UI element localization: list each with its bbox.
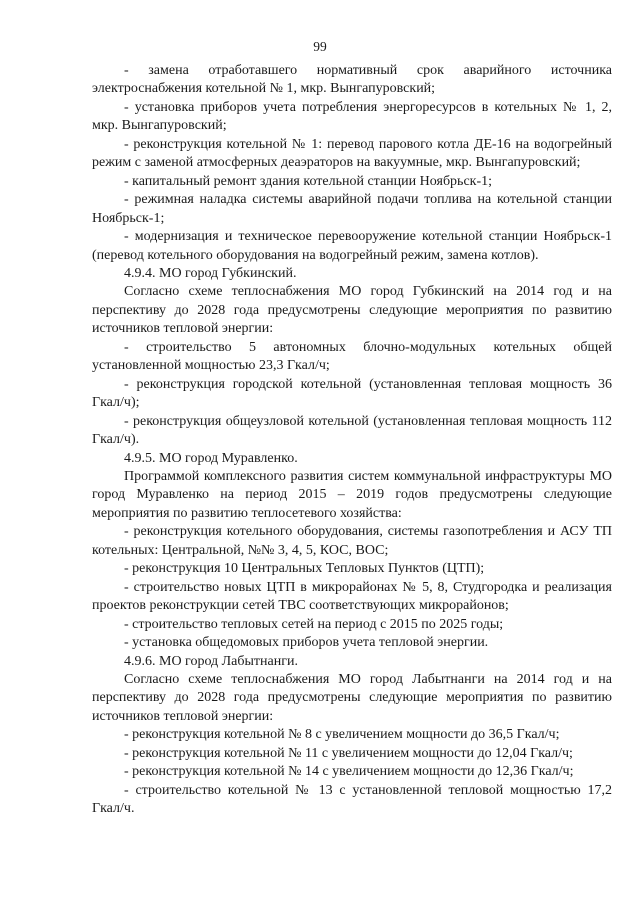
section-heading: 4.9.5. МО город Муравленко.: [124, 450, 298, 466]
list-item: - замена отработавшего нормативный срок аварийного источника электроснабжения котельной № 1, мкр. Вынгапуровский;: [92, 63, 612, 97]
section-heading: 4.9.6. МО город Лабытнанги.: [124, 653, 298, 669]
list-item: - реконструкция котельного оборудования, системы газопотребления и АСУ ТП котельных: Центральной, №№ 3, 4, 5, КОС, ВОС;: [92, 524, 612, 558]
list-item: - реконструкция общеузловой котельной (установленная тепловая мощность 112 Гкал/ч).: [92, 413, 612, 448]
list-item: - модернизация и техническое перевооружение котельной станции Ноябрьск-1 (перевод котельного оборудования на водогрейный режим, замена котлов).: [92, 229, 612, 263]
paragraph: Программой комплексного развития систем коммунальной инфраструктуры МО город Муравленко на период 2015 – 2019 годов предусмотрены следующие мероприятия по развитию теплосетевого хозяйства:: [92, 468, 612, 521]
document-body: [92, 62, 612, 819]
list-item: - реконструкция городской котельной (установленная тепловая мощность 36 Гкал/ч);: [92, 376, 612, 411]
list-item: - реконструкция котельной № 14 с увеличением мощности до 12,36 Гкал/ч;: [124, 764, 574, 780]
list-item: - реконструкция 10 Центральных Тепловых Пунктов (ЦТП);: [124, 561, 485, 577]
section-heading: 4.9.4. МО город Губкинский.: [124, 265, 297, 281]
list-item: - режимная наладка системы аварийной подачи топлива на котельной станции Ноябрьск-1;: [92, 192, 612, 226]
list-item: - строительство котельной № 13 с установленной тепловой мощностью 17,2 Гкал/ч.: [92, 782, 612, 817]
paragraph: Согласно схеме теплоснабжения МО город Лабытнанги на 2014 год и на перспективу до 2028 года предусмотрены следующие мероприятия по развитию источников тепловой энергии:: [92, 671, 612, 724]
list-item: - установка общедомовых приборов учета тепловой энергии.: [124, 635, 489, 651]
list-item: - строительство новых ЦТП в микрорайонах № 5, 8, Студгородка и реализация проектов реконструкции сетей ТВС соответствующих микрорайонов;: [92, 579, 612, 614]
list-item: - реконструкция котельной № 11 с увеличением мощности до 12,04 Гкал/ч;: [124, 745, 573, 761]
list-item: - реконструкция котельной № 8 с увеличением мощности до 36,5 Гкал/ч;: [124, 727, 560, 743]
paragraph: Согласно схеме теплоснабжения МО город Губкинский на 2014 год и на перспективу до 2028 года предусмотрены следующие мероприятия по развитию источников тепловой энергии:: [92, 284, 612, 337]
list-item: - строительство 5 автономных блочно-модульных котельных общей установленной мощностью 23,3 Гкал/ч;: [92, 339, 612, 374]
list-item: - установка приборов учета потребления энергоресурсов в котельных № 1, 2, мкр. Вынгапуровский;: [92, 99, 612, 134]
list-item: - капитальный ремонт здания котельной станции Ноябрьск-1;: [124, 173, 493, 189]
list-item: - реконструкция котельной № 1: перевод парового котла ДЕ-16 на водогрейный режим с заменой атмосферных деаэраторов на вакуумные, мкр. Вынгапуровский;: [92, 136, 612, 171]
page-number: 99: [313, 39, 327, 54]
list-item: - строительство тепловых сетей на период с 2015 по 2025 годы;: [124, 616, 504, 632]
